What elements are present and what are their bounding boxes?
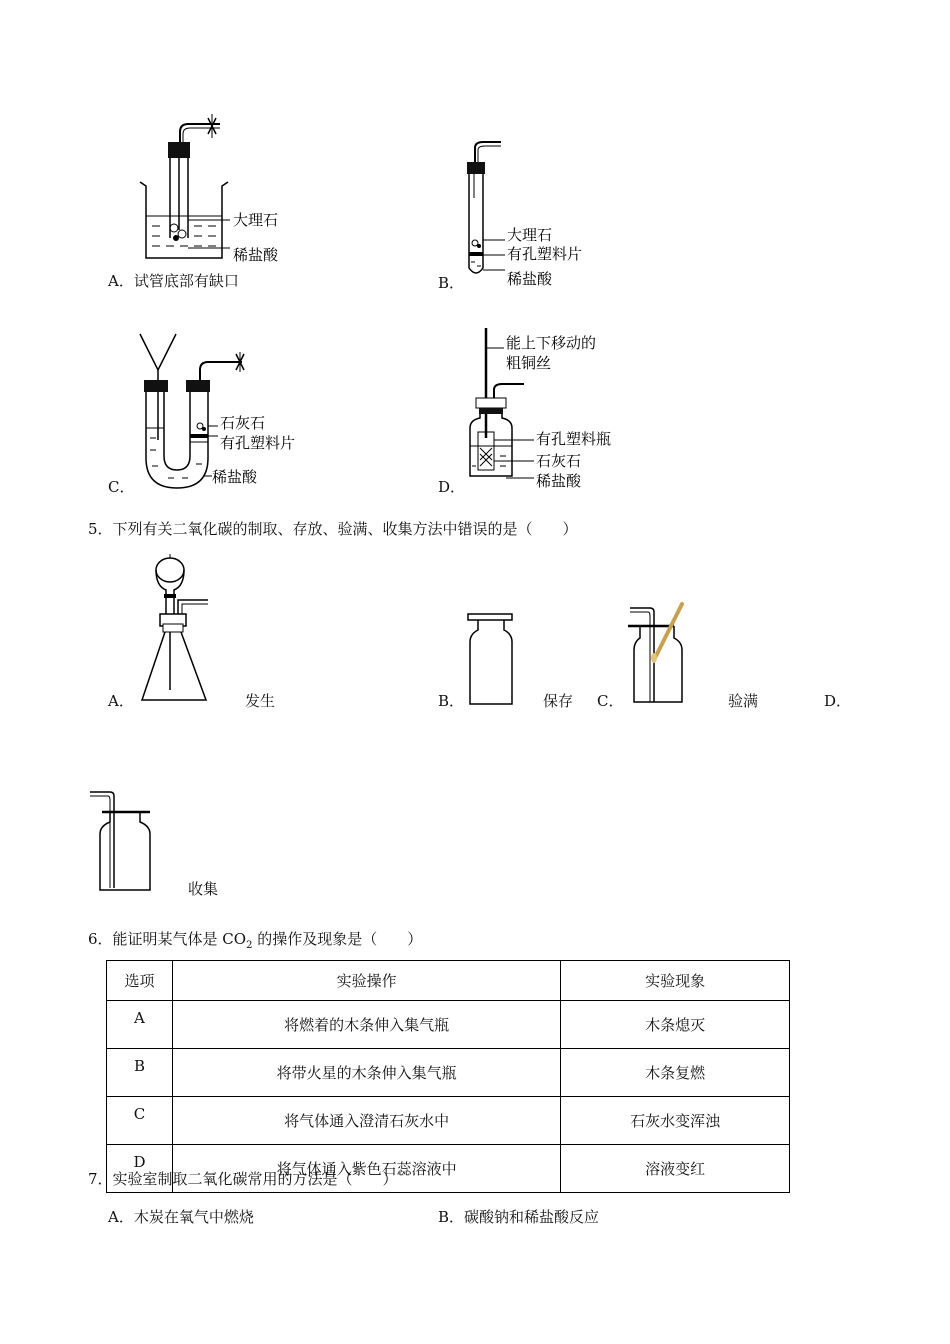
q4b-label-acid: 稀盐酸: [507, 270, 553, 288]
q6-table: [106, 960, 790, 1193]
q4d-label-acid: 稀盐酸: [536, 472, 582, 490]
table-cell-option: A: [107, 1001, 173, 1049]
table-header-phenomenon: 实验现象: [561, 961, 790, 1001]
table-cell-option: D: [107, 1145, 173, 1193]
table-header-operation: 实验操作: [172, 961, 560, 1001]
q4-figure-a: [130, 110, 310, 270]
q4c-label-limestone: 石灰石: [220, 414, 266, 432]
table-cell-operation: 将气体通入澄清石灰水中: [172, 1097, 560, 1145]
q5-stem: 5．下列有关二氧化碳的制取、存放、验满、收集方法中错误的是（ ）: [88, 520, 578, 538]
q4c-label-acid: 稀盐酸: [212, 468, 258, 486]
table-cell-operation: 将燃着的木条伸入集气瓶: [172, 1001, 560, 1049]
q7-option-a[interactable]: A．木炭在氧气中燃烧: [108, 1208, 254, 1226]
table-cell-option: B: [107, 1049, 173, 1097]
q6-stem-after: 的操作及现象是（ ）: [252, 930, 423, 948]
q4d-label-limestone: 石灰石: [536, 452, 582, 470]
q5-option-c[interactable]: [597, 690, 623, 711]
q4d-label-wire1: 能上下移动的: [506, 334, 597, 352]
q4b-label-marble: 大理石: [507, 226, 553, 244]
table-header-row: [107, 961, 790, 1001]
table-cell-phenomenon: 木条复燃: [561, 1049, 790, 1097]
q4-option-a[interactable]: [108, 270, 239, 291]
q6-stem-subscript: 2: [246, 940, 253, 951]
q4c-letter: C．: [108, 478, 135, 496]
q5-option-a[interactable]: [108, 690, 134, 711]
q4b-label-plate: 有孔塑料片: [507, 245, 583, 263]
q6-stem: [88, 928, 422, 951]
q7-option-b[interactable]: B．碳酸钠和稀盐酸反应: [438, 1208, 600, 1226]
q4a-letter: A．: [108, 272, 134, 290]
q4a-label-notch: 试管底部有缺口: [133, 272, 239, 290]
q5a-caption: 发生: [245, 692, 276, 710]
q5d-letter: D．: [824, 692, 852, 710]
q4b-letter: B．: [438, 274, 465, 292]
q5b-caption: 保存: [543, 692, 574, 710]
q5c-letter: C．: [597, 692, 624, 710]
q4-option-d[interactable]: [438, 476, 465, 497]
table-row: [107, 1097, 790, 1145]
q4d-label-wire2: 粗铜丝: [506, 354, 552, 372]
table-cell-option: C: [107, 1097, 173, 1145]
q4-figure-b: [455, 138, 635, 288]
q5-option-d[interactable]: [824, 690, 851, 711]
q5-figure-a: [138, 552, 218, 706]
q5-option-b[interactable]: [438, 690, 464, 711]
q4-option-c[interactable]: [108, 476, 134, 497]
q5-figure-b: [466, 612, 516, 708]
table-cell-operation: 将气体通入紫色石蕊溶液中: [172, 1145, 560, 1193]
table-cell-phenomenon: 木条熄灭: [561, 1001, 790, 1049]
q4-figure-c: [130, 330, 330, 495]
q5d-caption: 收集: [188, 880, 219, 898]
q4-figure-d: [466, 328, 666, 493]
q4d-label-bottle: 有孔塑料瓶: [536, 430, 612, 448]
q5b-letter: B．: [438, 692, 465, 710]
table-cell-phenomenon: 石灰水变浑浊: [561, 1097, 790, 1145]
q4a-label-acid: 稀盐酸: [233, 246, 279, 264]
q4c-label-plate: 有孔塑料片: [220, 434, 296, 452]
q4d-letter: D．: [438, 478, 466, 496]
q4-option-b[interactable]: [438, 272, 464, 293]
q5-figure-d: [88, 788, 158, 894]
table-row: [107, 1001, 790, 1049]
q5c-caption: 验满: [728, 692, 759, 710]
q4a-label-marble: 大理石: [233, 211, 279, 229]
table-cell-phenomenon: 溶液变红: [561, 1145, 790, 1193]
q7-stem: 7．实验室制取二氧化碳常用的方法是（ ）: [88, 1170, 398, 1188]
table-cell-operation: 将带火星的木条伸入集气瓶: [172, 1049, 560, 1097]
table-header-option: 选项: [107, 961, 173, 1001]
q5a-letter: A．: [108, 692, 134, 710]
q5-figure-c: [626, 600, 696, 708]
q6-stem-before: 6．能证明某气体是 CO: [88, 930, 247, 948]
table-row: [107, 1049, 790, 1097]
